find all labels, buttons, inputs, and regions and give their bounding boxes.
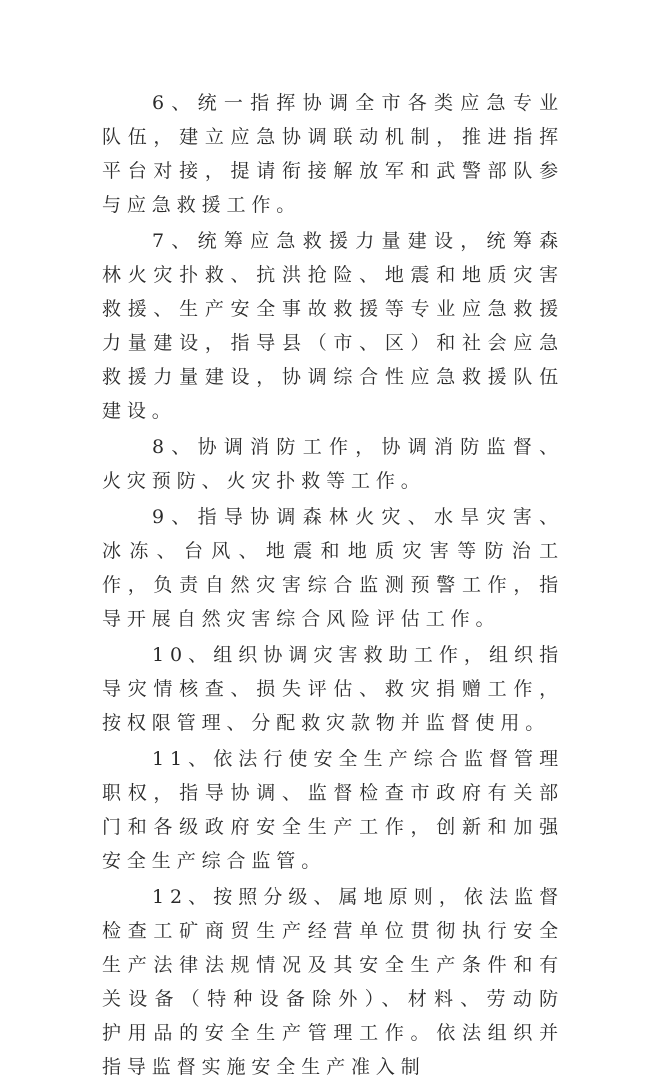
paragraph-item-7: 7、统筹应急救援力量建设，统筹森林火灾扑救、抗洪抢险、地震和地质灾害救援、生产安全事故救援等专业应急救援力量建设，指导县（市、区）和社会应急救援力量建设，协调综合性应急救援队伍建设。 [102,230,564,422]
paragraph-item-8: 8、协调消防工作，协调消防监督、火灾预防、火灾扑救等工作。 [102,436,564,492]
paragraph-item-9: 9、指导协调森林火灾、水旱灾害、冰冻、台风、地震和地质灾害等防治工作，负责自然灾害综合监测预警工作，指导开展自然灾害综合风险评估工作。 [102,506,564,630]
paragraph-item-12: 12、按照分级、属地原则，依法监督检查工矿商贸生产经营单位贯彻执行安全生产法律法规情况及其安全生产条件和有关设备（特种设备除外）、材料、劳动防护用品的安全生产管理工作。依法组织并指导监督实施安全生产准入制 [102,886,564,1078]
document-body [102,86,564,1086]
paragraph-item-10: 10、组织协调灾害救助工作，组织指导灾情核查、损失评估、救灾捐赠工作，按权限管理、分配救灾款物并监督使用。 [102,644,564,734]
paragraph-item-11: 11、依法行使安全生产综合监督管理职权，指导协调、监督检查市政府有关部门和各级政府安全生产工作，创新和加强安全生产综合监管。 [102,748,564,872]
paragraph-item-6: 6、统一指挥协调全市各类应急专业队伍，建立应急协调联动机制，推进指挥平台对接，提请衔接解放军和武警部队参与应急救援工作。 [102,92,564,216]
